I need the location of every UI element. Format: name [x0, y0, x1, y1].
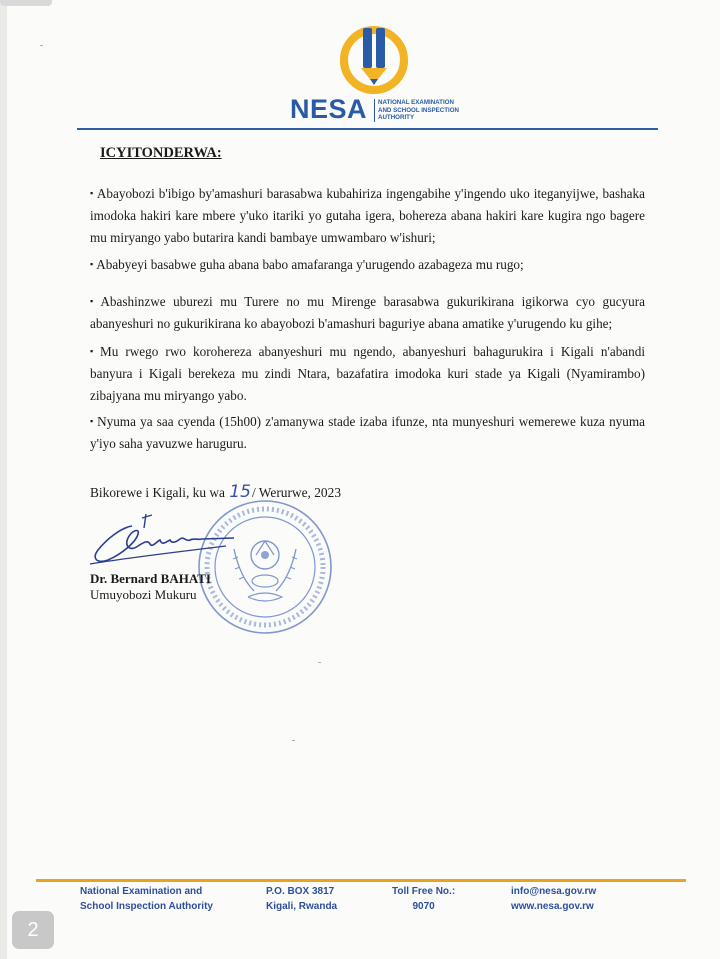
- paragraph-text: Mu rwego rwo korohereza abanyeshuri mu ngendo, abanyeshuri bahagurukira i Kigali n'abandi banyura i Kigali berekeza mu zindi Ntara, bazafatira imodoka kuri stade ya Kigali (Nyamirambo) zibajyana mu miryango yabo.: [90, 344, 645, 403]
- footer-tollfree-number: 9070: [412, 901, 435, 912]
- footer-website-link[interactable]: www.nesa.gov.rw: [511, 901, 594, 912]
- footer-email-link[interactable]: info@nesa.gov.rw: [511, 886, 597, 897]
- footer-tollfree: [392, 884, 455, 914]
- bullet-icon: ▪: [90, 188, 94, 198]
- signer-role: Umuyobozi Mukuru: [90, 587, 197, 602]
- footer-contact: [511, 884, 596, 914]
- logo-subtitle-line: NATIONAL EXAMINATION: [378, 99, 454, 106]
- footer-org: [80, 884, 213, 914]
- notice-title: ICYITONDERWA:: [100, 145, 222, 161]
- nesa-logo: [288, 24, 488, 124]
- logo-subtitle-line: AND SCHOOL INSPECTION: [378, 106, 460, 114]
- signature-icon: [86, 506, 236, 568]
- header-divider: [77, 128, 658, 130]
- paragraph-text: Nyuma ya saa cyenda (15h00) z'amanywa stade izaba ifunze, nta munyeshuri wemerewe kuza nyuma y'iyo saha yavuzwe haruguru.: [90, 414, 645, 451]
- scan-edge: [0, 0, 7, 959]
- corner-tab: [0, 0, 52, 6]
- notice-paragraph: [90, 410, 645, 455]
- notice-paragraph: [90, 290, 645, 335]
- bullet-icon: ▪: [90, 296, 98, 306]
- page-number-badge: 2: [12, 911, 54, 949]
- paragraph-text: Abayobozi b'ibigo by'amashuri barasabwa kubahiriza ingengabihe y'ingendo uko iteganyijwe, bashaka imodoka hakiri kare mbere y'uko itariki yo gutaha igera, bohereza abana hakiri kare kugira ngo bagere mu miryango yabo butarira kandi bambaye umwambaro w'ishuri;: [90, 186, 645, 245]
- footer-address-line: P.O. BOX 3817: [266, 886, 335, 897]
- date-suffix: / Werurwe, 2023: [251, 485, 342, 500]
- logo-subtitle-line: AUTHORITY: [378, 114, 415, 121]
- footer-tollfree-label: Toll Free No.:: [392, 886, 456, 897]
- logo-wordmark: NESA: [290, 94, 368, 124]
- notice-paragraph: [90, 182, 645, 249]
- footer-address: [266, 884, 337, 914]
- logo-subtitle: [374, 99, 498, 122]
- paragraph-text: Ababyeyi basabwe guha abana babo amafaranga y'urugendo azabageza mu rugo;: [96, 257, 524, 272]
- footer-address-line: Kigali, Rwanda: [266, 901, 338, 912]
- footer-org-line: National Examination and: [80, 886, 203, 897]
- nesa-emblem-icon: [288, 24, 488, 99]
- notice-paragraph: [90, 340, 645, 407]
- bullet-icon: ▪: [90, 259, 94, 269]
- footer-divider: [36, 879, 686, 882]
- footer-org-line: School Inspection Authority: [80, 901, 213, 912]
- scan-speck: [318, 662, 321, 663]
- scan-speck: [292, 740, 295, 741]
- bullet-icon: ▪: [90, 416, 95, 426]
- signer-name: Dr. Bernard BAHATI: [90, 571, 211, 586]
- handwritten-day: 15: [229, 482, 251, 502]
- paragraph-text: Abashinzwe uburezi mu Turere no mu Mirenge barasabwa gukurikirana igikorwa cyo gucyura abanyeshuri no gukurikirana ko abayobozi b'amashuri baguriye abana amatike y'urugendo ku gihe;: [90, 294, 645, 331]
- notice-paragraph: [90, 253, 645, 276]
- date-prefix: Bikorewe i Kigali, ku wa: [90, 485, 229, 500]
- bullet-icon: ▪: [90, 346, 97, 356]
- scan-speck: [40, 45, 43, 46]
